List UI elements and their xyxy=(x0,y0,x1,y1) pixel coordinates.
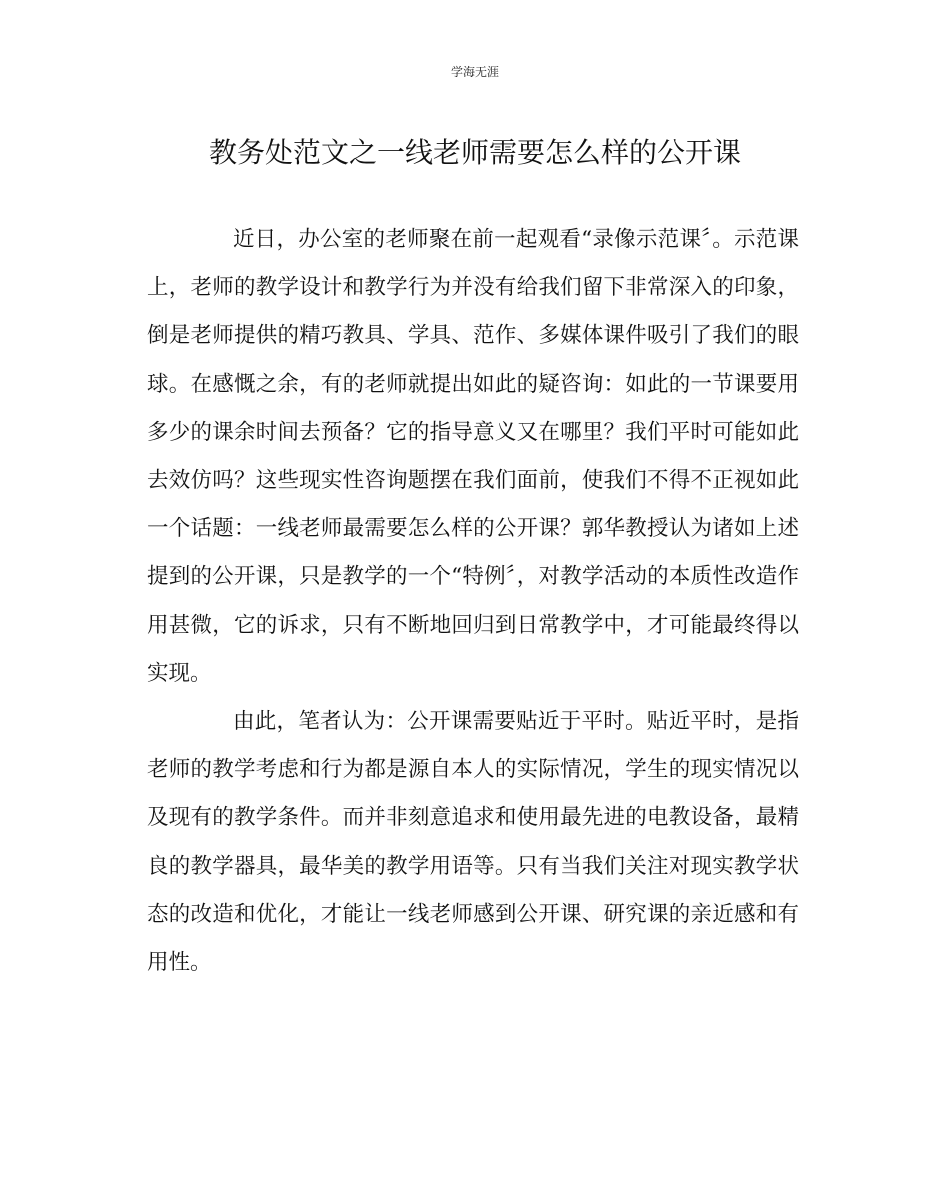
page-header: 学海无涯 xyxy=(450,65,499,79)
document-title: 教务处范文之一线老师需要怎么样的公开课 xyxy=(208,136,741,169)
document-body xyxy=(147,216,799,987)
paragraph-2: 由此，笔者认为：公开课需要贴近于平时。贴近平时，是指老师的教学考虑和行为都是源自本人的实际情况，学生的现实情况以及现有的教学条件。而并非刻意追求和使用最先进的电教设备，最精良的教学器具，最华美的教学用语等。只有当我们关注对现实教学状态的改造和优化，才能让一线老师感到公开课、研究课的亲近感和有用性。 xyxy=(147,709,799,976)
paragraph-1: 近日，办公室的老师聚在前一起观看“录像示范课〞。示范课上，老师的教学设计和教学行为并没有给我们留下非常深入的印象，倒是老师提供的精巧教具、学具、范作、多媒体课件吸引了我们的眼球。在感慨之余，有的老师就提出如此的疑咨询：如此的一节课要用多少的课余时间去预备？它的指导意义又在哪里？我们平时可能如此去效仿吗？这些现实性咨询题摆在我们面前，使我们不得不正视如此一个话题：一线老师最需要怎么样的公开课？郭华教授认为诸如上述提到的公开课，只是教学的一个“特例〞，对教学活动的本质性改造作用甚微，它的诉求，只有不断地回归到日常教学中，才可能最终得以实现。 xyxy=(147,227,799,686)
